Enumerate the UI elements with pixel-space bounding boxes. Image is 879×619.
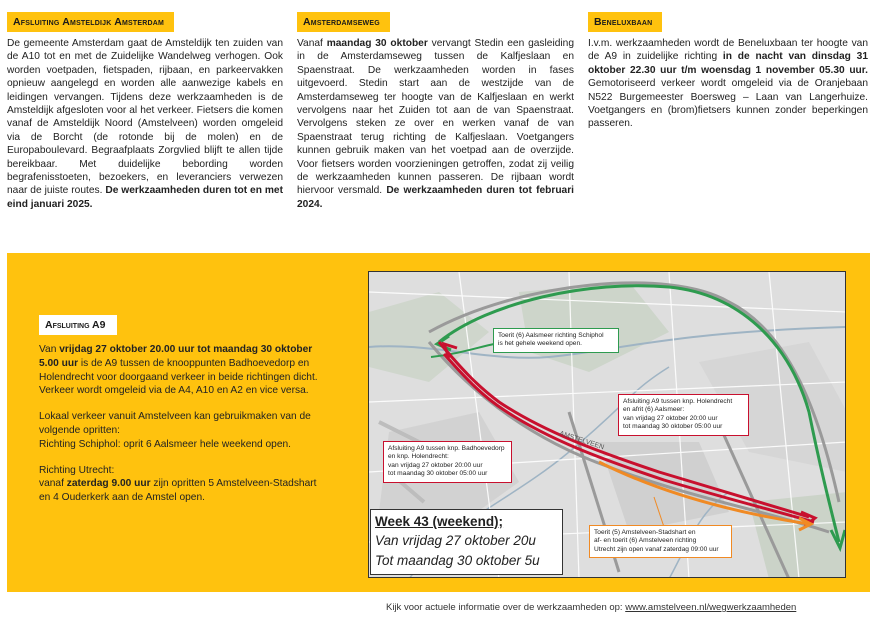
week-title: Week 43 (weekend); — [375, 514, 504, 529]
article-amsteldijk — [7, 12, 283, 211]
callout-afsluiting-holendrecht: Afsluiting A9 tussen knp. Holendrecht en afrit (6) Aalsmeer: van vrijdag 27 oktober 20:00 uur tot maandag 30 oktober 05:00 uur — [618, 394, 749, 436]
a9-paragraph-3: Richting Utrecht: vanaf zaterdag 9.00 uur zijn opritten 5 Amstelveen-Stadshart en 4 Ouderkerk aan de Amstel open. — [39, 464, 317, 504]
footer — [386, 602, 796, 613]
text-beneluxbaan: I.v.m. werkzaamheden wordt de Beneluxbaan ter hoogte van de A9 in zuidelijke richting in de nacht van dinsdag 31 oktober 22.30 uur t/m woensdag 1 november 05.30 uur. Gemotoriseerd verkeer wordt omgeleid via de Oranjebaan N522 Burgemeester Boersweg – Laan van Langerhuize. Voetgangers en (brom)fietsers kunnen zonder beperkingen passeren. — [588, 38, 868, 130]
footer-text: Kijk voor actuele informatie over de werkzaamheden op: — [386, 602, 626, 613]
article-amsterdamseweg — [297, 12, 574, 211]
article-a9 — [39, 315, 324, 517]
footer-link[interactable]: www.amstelveen.nl/wegwerkzaamheden — [625, 602, 797, 613]
callout-toerit-aalsmeer: Toerit (6) Aalsmeer richting Schiphol is het gehele weekend open. — [493, 328, 619, 353]
text-amsteldijk: De gemeente Amsterdam gaat de Amsteldijk ten zuiden van de A10 tot en met de Zuidelijke Wandelweg verhogen. Ook worden voetpaden, fietspaden, rijbaan, en parkeervakken opnieuw aangelegd en worden alle aanwezige kabels en leidingen vervangen. Tijdens deze werkzaamheden is de Amsteldijk afgesloten voor al het verkeer. Fietsers die komen vanaf de Amsteldijk Noord (Amstelveen) worden omgeleid via de Borcht (de rotonde bij de molen) en de Europaboulevard. Begraafplaats Zorgvlied blijft te allen tijde bereikbaar. Met duidelijke bebording worden begrafenisstoeten, bezoekers, en leveranciers verwezen naar de juiste routes. De werkzaamheden duren tot en met eind januari 2025. — [7, 38, 283, 210]
week-line-end: Tot maandag 30 oktober 5u — [375, 553, 540, 568]
a9-paragraph-1: Van vrijdag 27 oktober 20.00 uur tot maandag 30 oktober 5.00 uur is de A9 tussen de knooppunten Badhoevedorp en Holendrecht voor doorgaand verkeer in beide richtingen dicht. Verkeer wordt omgeleid via de A4, A10 en A2 en vice versa. — [39, 344, 318, 397]
heading-amsteldijk: Afsluiting Amsteldijk Amsterdam — [7, 12, 174, 32]
callout-afsluiting-badhoevedorp: Afsluiting A9 tussen knp. Badhoevedorp en knp. Holendrecht: van vrijdag 27 oktober 20:00 uur tot maandag 30 oktober 05:00 uur — [383, 441, 512, 483]
article-beneluxbaan — [588, 12, 868, 131]
a9-paragraph-2: Lokaal verkeer vanuit Amstelveen kan gebruikmaken van de volgende opritten: Richting Schiphol: oprit 6 Aalsmeer hele weekend open. — [39, 411, 311, 450]
heading-amsterdamseweg: Amsterdamseweg — [297, 12, 390, 32]
week-box — [370, 509, 563, 575]
road-label: AMSTELVEEN — [558, 430, 605, 452]
text-amsterdamseweg: Vanaf maandag 30 oktober vervangt Stedin een gasleiding in de Amsterdamseweg tussen de Kalfjeslaan en Spaenstraat. De werkzaamheden worden in fases uitgevoerd. Stedin start aan de westzijde van de Amsterdamseweg ter hoogte van de Kalfjeslaan en werkt vervolgens naar het Zuiden tot aan de van Spaenstraat. Vervolgens steken ze over en werken vanaf de van Spaenstraat terug richting de Kalfjeslaan. Voetgangers kunnen gebruik maken van het voetpad aan de overzijde. Voor fietsers worden voorzieningen getroffen, zodat zij veilig de werkzaamheden kunnen passeren. De rijbaan wordt hiervoor versmald. De werkzaamheden duren tot februari 2024. — [297, 38, 574, 210]
heading-beneluxbaan: Beneluxbaan — [588, 12, 662, 32]
heading-a9: Afsluiting A9 — [39, 315, 117, 335]
week-line-start: Van vrijdag 27 oktober 20u — [375, 533, 536, 548]
callout-toerit-stadshart: Toerit (5) Amstelveen-Stadshart en af- en toerit (6) Amstelveen richting Utrecht zijn open vanaf zaterdag 09:00 uur — [589, 525, 732, 558]
